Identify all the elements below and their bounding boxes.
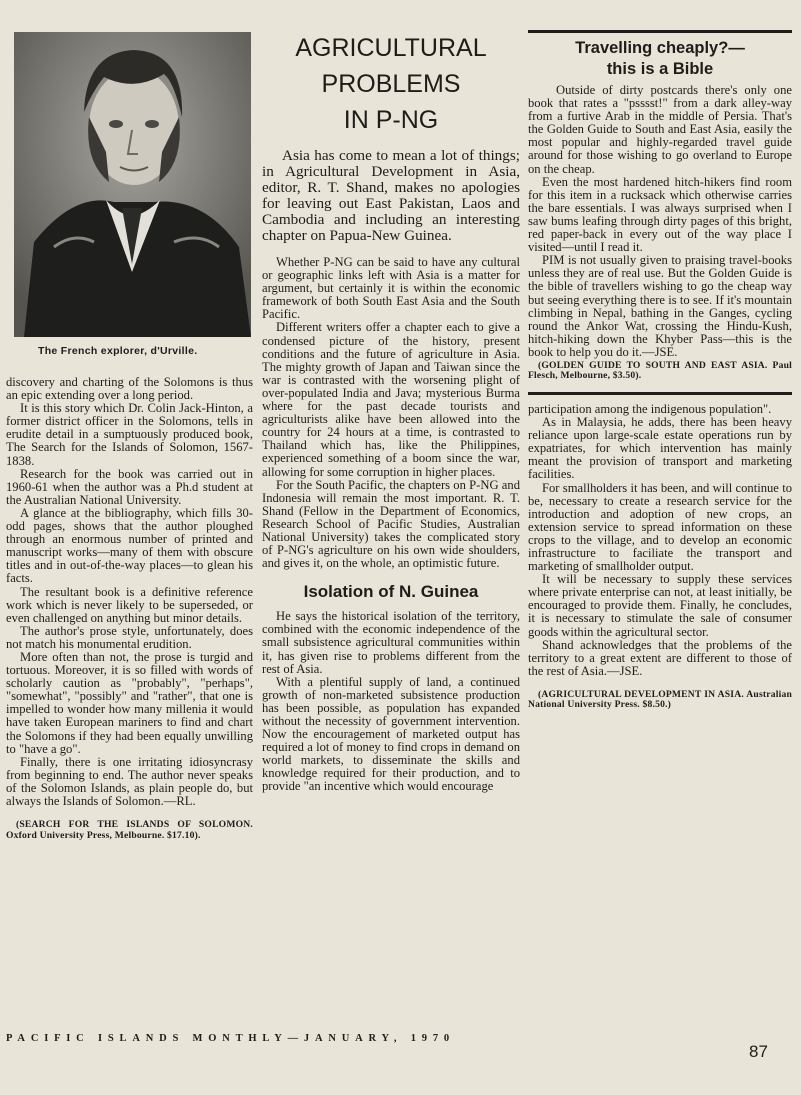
book-reference: (GOLDEN GUIDE TO SOUTH AND EAST ASIA. Paul Flesch, Melbourne, $3.50). (528, 359, 792, 382)
title-line: Travelling cheaply?— (575, 39, 745, 57)
article-paragraph: Research for the book was carried out in 1960-61 when the author was a Ph.d student at the Australian National University. (6, 466, 253, 507)
article-paragraph: It is this story which Dr. Colin Jack-Hinton, a former district officer in the Solomons, tells in erudite detail in a sumptuously produced book, The Search for the Islands of Solomon, 1567-1838. (6, 401, 253, 468)
page-number: 87 (749, 1042, 768, 1061)
photo-caption: The French explorer, d'Urville. (38, 345, 198, 357)
article-paragraph: participation among the indigenous population". (528, 401, 772, 416)
article-paragraph: Even the most hardened hitch-hikers find room for this item in a rucksack which otherwise carries the bare essentials. I was always surprised when I saw bums leafing through dirty pages of this bright, red paper-back in every out of the way place I visited—until I read it. (528, 174, 792, 255)
column-2 (262, 30, 520, 794)
travel-title (528, 38, 792, 80)
section-rule (528, 392, 792, 395)
article-body-continued (262, 610, 520, 793)
durville-portrait (14, 32, 251, 337)
article-paragraph: He says the historical isolation of the territory, combined with the economic independence of the small subsistence agricultural communities within it, has given rise to problems different from the rest of Asia. (262, 609, 520, 676)
article-paragraph: Different writers offer a chapter each to give a condensed picture of the history, present conditions and the future of agriculture in Asia. The mighty growth of Japan and Taiwan since the war is contrasted with the worsening plight of over-populated India and Java; mysterious Burma where for the past decade tourists and agriculturists alike have been allowed into the country for 24 hours at a time, is contrasted to Thailand which has, like the Philippines, experienced something of a boom since the war, allowing for some corruption in higher places. (262, 320, 520, 479)
article-paragraph: It will be necessary to supply these services where private enterprise can not, at least initially, be encouraged to provide them. Finally, he concludes, it is necessary to stimulate the sale of consumer goods within the agricultural sector. (528, 572, 792, 639)
article-paragraph: For smallholders it has been, and will continue to be, necessary to create a research service for the introduction and adoption of new crops, an extension service to spread information on these crops to the village, and to develop an economic infrastructure to faciliate the transport and marketing of smallholder output. (528, 480, 792, 574)
article-paragraph: With a plentiful supply of land, a continued growth of non-marketed subsistence production has been possible, as population has expanded without the necessity of government intervention. Now the encouragement of marketed output has required a lot of money to find crops in demand on world markets, to disseminate the skills and knowledge required for their production, and to provide "an incentive which would encourage (262, 674, 520, 794)
article-paragraph: The author's prose style, unfortunately, does not match his monumental erudition. (6, 623, 253, 651)
article-paragraph: As in Malaysia, he adds, there has been heavy reliance upon large-scale estate operations run by expatriates, for which intervention has mainly meant the provision of transport and marketing facilities. (528, 415, 792, 482)
column-1-text (6, 376, 253, 841)
article-body (262, 256, 520, 570)
running-footer: PACIFIC ISLANDS MONTHLY—JANUARY, 1970 (6, 1033, 455, 1044)
top-rule (528, 30, 792, 33)
article-body-continued (528, 403, 792, 711)
article-paragraph: A glance at the bibliography, which fills 30-odd pages, shows that the author ploughed through an enormous number of printed and manuscript works—many of them with obscure titles and in out-of-the-way places—to glean his facts. (6, 505, 253, 586)
book-reference: (SEARCH FOR THE ISLANDS OF SOLOMON. Oxford University Press, Melbourne. $17.10). (6, 819, 253, 841)
subheading: Isolation of N. Guinea (303, 582, 479, 602)
article-paragraph: Whether P-NG can be said to have any cultural or geographic links left with Asia is a matter for argument, but certainly it is within the economic framework of both South East Asia and the South Pacific. (262, 255, 520, 322)
portrait-illustration (14, 32, 251, 337)
article-paragraph: The resultant book is a definitive reference work which is never likely to be superseded, or even challenged on anything but minor details. (6, 584, 253, 625)
headline-line: IN P-NG (343, 106, 439, 134)
headline (262, 30, 520, 138)
article-paragraph: PIM is not usually given to praising travel-books unless they are of real use. But the Golden Guide is the bible of travellers wishing to go the cheap way but seeing everything there is to see. If it's mountain climbing in Nepal, bathing in the Ganges, cycling round the Ankor Wat, crossing the Hindu-Kush, hitch-hiking down the Khyber Pass—this is the book to help you do it.—JSE. (528, 253, 792, 359)
book-reference: (AGRICULTURAL DEVELOPMENT IN ASIA. Australian National University Press. $8.50.) (528, 688, 792, 711)
lead-paragraph: Asia has come to mean a lot of things; in Agricultural Development in Asia, editor, R. T. Shand, makes no apologies for leaving out East Pakistan, Laos and Cambodia and including an interesting chapter on Papua-New Guinea. (262, 147, 520, 244)
article-paragraph: More often than not, the prose is turgid and tortuous. Moreover, it is so filled with words of scholarly caution as "probably", "perhaps", "somewhat", "possibly" and "rather", that one is impelled to wonder how many millenia it would have taken European mariners to find and chart the Solomons if they had been equally unwilling to "have a go". (6, 649, 253, 756)
article-paragraph: Finally, there is one irritating idiosyncrasy from beginning to end. The author never speaks of the Solomon Islands, as plain people do, but always the Islands of Solomon.—RL. (6, 754, 253, 808)
headline-line: PROBLEMS (321, 70, 461, 98)
travel-body (528, 84, 792, 382)
column-3 (528, 30, 792, 711)
title-line: this is a Bible (606, 60, 714, 78)
headline-line: AGRICULTURAL (295, 34, 487, 62)
lead (262, 148, 520, 244)
article-paragraph: Shand acknowledges that the problems of the territory to a great extent are different to those of the rest of Asia.—JSE. (528, 637, 792, 678)
article-paragraph: Outside of dirty postcards there's only one book that rates a "psssst!" from a dark alley-way from a furtive Arab in the middle of Persia. That's the Golden Guide to South and East Asia, easily the most popular and highly-regarded travel guide around for those wishing to go overland to Europe on the cheap. (528, 83, 792, 176)
article-paragraph: discovery and charting of the Solomons is thus an epic extending over a long period. (6, 375, 253, 403)
article-paragraph: For the South Pacific, the chapters on P-NG and Indonesia will remain the most important. R. T. Shand (Fellow in the Department of Economics, Research School of Pacific Studies, Australian National University) takes the complicated story of P-NG's agriculture on his own wide shoulders, and gives it, on the whole, an optimistic future. (262, 477, 520, 571)
